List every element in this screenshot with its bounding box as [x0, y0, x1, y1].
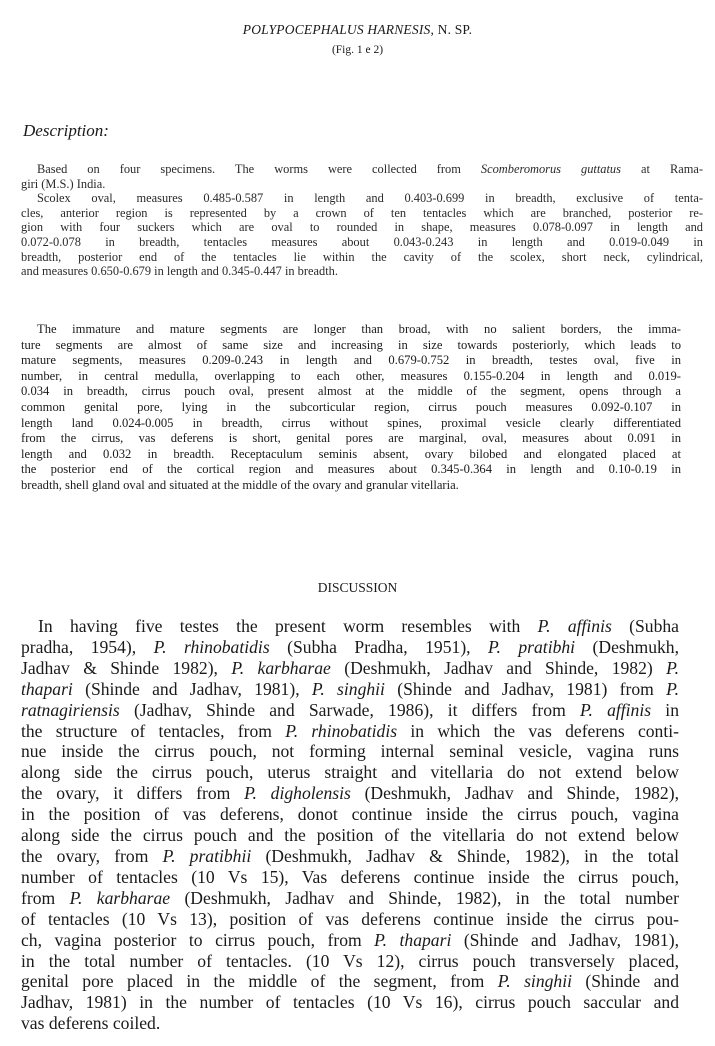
- text-line: [21, 177, 703, 192]
- text-run: the ovary, from: [21, 845, 163, 866]
- species-name-italic: P. digholensis: [244, 783, 351, 804]
- species-suffix: , N. SP.: [430, 22, 473, 37]
- text-run: breadth, posterior end of the tentacles lie within the cavity of the scolex, short neck, cylindrical,: [21, 249, 703, 264]
- text-run: of tentacles (10 Vs 13), position of vas deferens continue inside the cirrus pou-: [21, 908, 679, 929]
- text-line: [21, 909, 679, 930]
- text-line: [21, 220, 703, 235]
- text-line: [21, 616, 679, 637]
- text-run: vas deferens coiled.: [21, 1013, 161, 1034]
- description-paragraph-1: [21, 162, 703, 279]
- text-run: (Deshmukh, Jadhav and Shinde, 1982),: [350, 783, 679, 804]
- text-run: ture segments are almost of same size and increasing in size towards posteriorly, which leads to: [21, 337, 681, 352]
- species-name-italic: P. pratibhii: [162, 845, 252, 866]
- text-line: [21, 338, 681, 354]
- species-name-italic: P. karbharae: [69, 887, 171, 908]
- text-line: [21, 206, 703, 221]
- species-title: [0, 22, 715, 38]
- text-run: cles, anterior region is represented by a crown of ten tentacles which are branched, posterior re-: [21, 205, 703, 220]
- text-run: Jadhav & Shinde 1982),: [21, 657, 232, 678]
- text-run: the posterior end of the cortical region and measures about 0.345-0.364 in length and 0.10-0.19 in: [21, 462, 681, 477]
- text-line: [21, 930, 679, 951]
- species-name-italic: P.: [666, 657, 679, 678]
- text-run: (Subha: [611, 616, 679, 636]
- text-line: [21, 353, 681, 369]
- text-run: the ovary, it differs from: [21, 783, 245, 804]
- species-name-italic: thapari: [21, 678, 73, 699]
- text-run: in the total number of tentacles. (10 Vs 12), cirrus pouch transversely placed,: [21, 950, 679, 971]
- text-run: 0.072-0.078 in breadth, tentacles measures about 0.043-0.243 in length and 0.019-0.049 in: [21, 234, 703, 249]
- text-line: [21, 637, 679, 658]
- text-line: [21, 162, 703, 177]
- species-name-italic: P. rhinobatidis: [153, 636, 270, 657]
- species-name-italic: P. affinis: [537, 616, 612, 636]
- text-line: [21, 191, 703, 206]
- species-name: POLYPOCEPHALUS HARNESIS: [242, 22, 431, 37]
- text-line: [21, 462, 681, 478]
- text-run: mature segments, measures 0.209-0.243 in length and 0.679-0.752 in breadth, testes oval, five in: [21, 353, 681, 368]
- text-run: Based on four specimens. The worms were collected from: [37, 162, 481, 176]
- text-run: nue inside the cirrus pouch, not forming internal seminal vesicle, vagina runs: [21, 741, 679, 762]
- text-run: and measures 0.650-0.679 in length and 0.345-0.447 in breadth.: [21, 264, 338, 279]
- text-line: [21, 825, 679, 846]
- text-line: [21, 400, 681, 416]
- text-run: along side the cirrus pouch, uterus straight and vitellaria do not extend below: [21, 762, 679, 783]
- text-line: [21, 384, 681, 400]
- text-line: [21, 804, 679, 825]
- text-run: (Deshmukh, Jadhav & Shinde, 1982), in the total: [251, 845, 679, 866]
- text-run: Scolex oval, measures 0.485-0.587 in length and 0.403-0.699 in breadth, exclusive of tenta-: [37, 191, 703, 206]
- text-run: at Rama-: [620, 162, 703, 176]
- species-name-italic: P. karbharae: [231, 657, 331, 678]
- text-run: ch, vagina posterior to cirrus pouch, from: [21, 929, 375, 950]
- text-line: [21, 679, 679, 700]
- text-run: number, in central medulla, overlapping to each other, measures 0.155-0.204 in length and 0.019-: [21, 368, 681, 383]
- text-run: from the cirrus, vas deferens is short, genital pores are marginal, oval, measures about 0.091 in: [21, 431, 681, 446]
- discussion-heading: DISCUSSION: [317, 580, 398, 595]
- text-run: (Shinde and: [572, 971, 679, 992]
- text-run: (Shinde and Jadhav, 1981) from: [384, 678, 667, 699]
- text-line: [21, 322, 681, 338]
- text-run: (Deshmukh, Jadhav and Shinde, 1982): [330, 657, 667, 678]
- species-name-italic: P. pratibhi: [488, 636, 576, 657]
- description-heading: Description:: [23, 121, 109, 140]
- text-line: [21, 1013, 679, 1034]
- text-line: [21, 431, 681, 447]
- text-line: [21, 951, 679, 972]
- text-run: Jadhav, 1981) in the number of tentacles (10 Vs 16), cirrus pouch saccular and: [21, 992, 679, 1013]
- text-run: length land 0.024-0.005 in breadth, cirrus without spines, proximal vesicle clearly differentiated: [21, 415, 681, 430]
- species-name-italic: ratnagiriensis: [21, 699, 120, 720]
- text-run: (Subha Pradha, 1951),: [269, 636, 489, 657]
- text-line: [21, 783, 679, 804]
- text-line: [21, 235, 703, 250]
- text-run: along side the cirrus pouch and the position of the vitellaria do not extend below: [21, 825, 679, 846]
- text-run: in which the vas deferens conti-: [397, 720, 679, 741]
- text-run: from: [21, 887, 70, 908]
- text-run: in: [651, 699, 679, 720]
- text-run: the structure of tentacles, from: [21, 720, 286, 741]
- text-run: length and 0.032 in breadth. Receptaculum seminis absent, ovary bilobed and elongated placed at: [21, 446, 681, 461]
- text-run: In having five testes the present worm resembles with: [38, 616, 538, 636]
- discussion-paragraph: [21, 616, 679, 1034]
- text-run: (Jadhav, Shinde and Sarwade, 1986), it differs from: [119, 699, 580, 720]
- text-line: [21, 846, 679, 867]
- text-run: common genital pore, lying in the subcorticular region, cirrus pouch measures 0.092-0.107 in: [21, 399, 681, 414]
- text-line: [21, 447, 681, 463]
- text-run: number of tentacles (10 Vs 15), Vas deferens continue inside the cirrus pouch,: [21, 866, 679, 887]
- text-line: [21, 741, 679, 762]
- species-name-italic: P.: [666, 678, 679, 699]
- text-line: [21, 478, 681, 494]
- text-run: The immature and mature segments are longer than broad, with no salient borders, the imma-: [37, 322, 681, 336]
- text-line: [21, 250, 703, 265]
- text-run: in the position of vas deferens, donot continue inside the cirrus pouch, vagina: [21, 804, 679, 825]
- species-name-italic: P. singhii: [497, 971, 572, 992]
- text-run: (Deshmukh, Jadhav and Shinde, 1982), in the total number: [170, 887, 679, 908]
- text-line: [21, 971, 679, 992]
- text-line: [21, 867, 679, 888]
- figure-reference: (Fig. 1 e 2): [331, 44, 384, 56]
- text-run: gion with four suckers which are oval to rounded in shape, measures 0.078-0.097 in length and: [21, 220, 703, 235]
- text-run: (Deshmukh,: [575, 636, 680, 657]
- text-line: [21, 762, 679, 783]
- text-run: (Shinde and Jadhav, 1981),: [72, 678, 312, 699]
- species-name-italic: P. singhii: [311, 678, 385, 699]
- text-line: [21, 416, 681, 432]
- species-name-italic: P. affinis: [579, 699, 652, 720]
- text-run: 0.034 in breadth, cirrus pouch oval, present almost at the middle of the segment, opens through a: [21, 384, 681, 399]
- text-line: [21, 721, 679, 742]
- species-name-italic: P. rhinobatidis: [285, 720, 398, 741]
- text-run: pradha, 1954),: [21, 636, 154, 657]
- text-line: [21, 658, 679, 679]
- text-line: [21, 700, 679, 721]
- text-run: breadth, shell gland oval and situated at the middle of the ovary and granular vitellaria.: [21, 477, 459, 492]
- text-line: [21, 992, 679, 1013]
- text-run: (Shinde and Jadhav, 1981),: [451, 929, 679, 950]
- text-line: [21, 369, 681, 385]
- text-line: [21, 264, 703, 279]
- species-name-italic: P. thapari: [374, 929, 452, 950]
- text-run: giri (M.S.) India.: [21, 176, 106, 191]
- text-run: genital pore placed in the middle of the segment, from: [21, 971, 498, 992]
- species-name-italic: Scomberomorus guttatus: [480, 162, 621, 176]
- text-line: [21, 888, 679, 909]
- description-paragraph-2: [21, 322, 681, 494]
